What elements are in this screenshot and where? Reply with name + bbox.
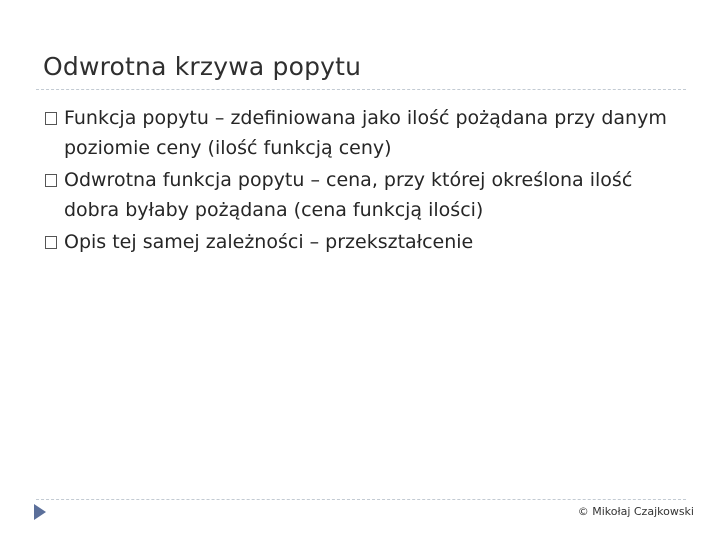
- square-bullet-icon: [45, 112, 57, 125]
- bullet-item: [43, 103, 673, 163]
- triangle-right-icon[interactable]: [34, 504, 46, 520]
- slide-title: Odwrotna krzywa popytu: [43, 52, 362, 81]
- bullet-item: [43, 227, 673, 257]
- bullet-text: Odwrotna funkcja popytu – cena, przy której określona ilość dobra byłaby pożądana (cena funkcją ilości): [64, 169, 633, 221]
- bullet-text: Funkcja popytu – zdefiniowana jako ilość pożądana przy danym poziomie ceny (ilość funkcją ceny): [64, 107, 667, 159]
- footer-copyright: © Mikołaj Czajkowski: [577, 505, 694, 518]
- square-bullet-icon: [45, 236, 57, 249]
- square-bullet-icon: [45, 174, 57, 187]
- footer-divider: [36, 499, 686, 500]
- bullet-text: Opis tej samej zależności – przekształcenie: [64, 231, 474, 253]
- title-divider: [36, 89, 686, 90]
- bullet-item: [43, 165, 673, 225]
- bullet-list: [43, 103, 673, 259]
